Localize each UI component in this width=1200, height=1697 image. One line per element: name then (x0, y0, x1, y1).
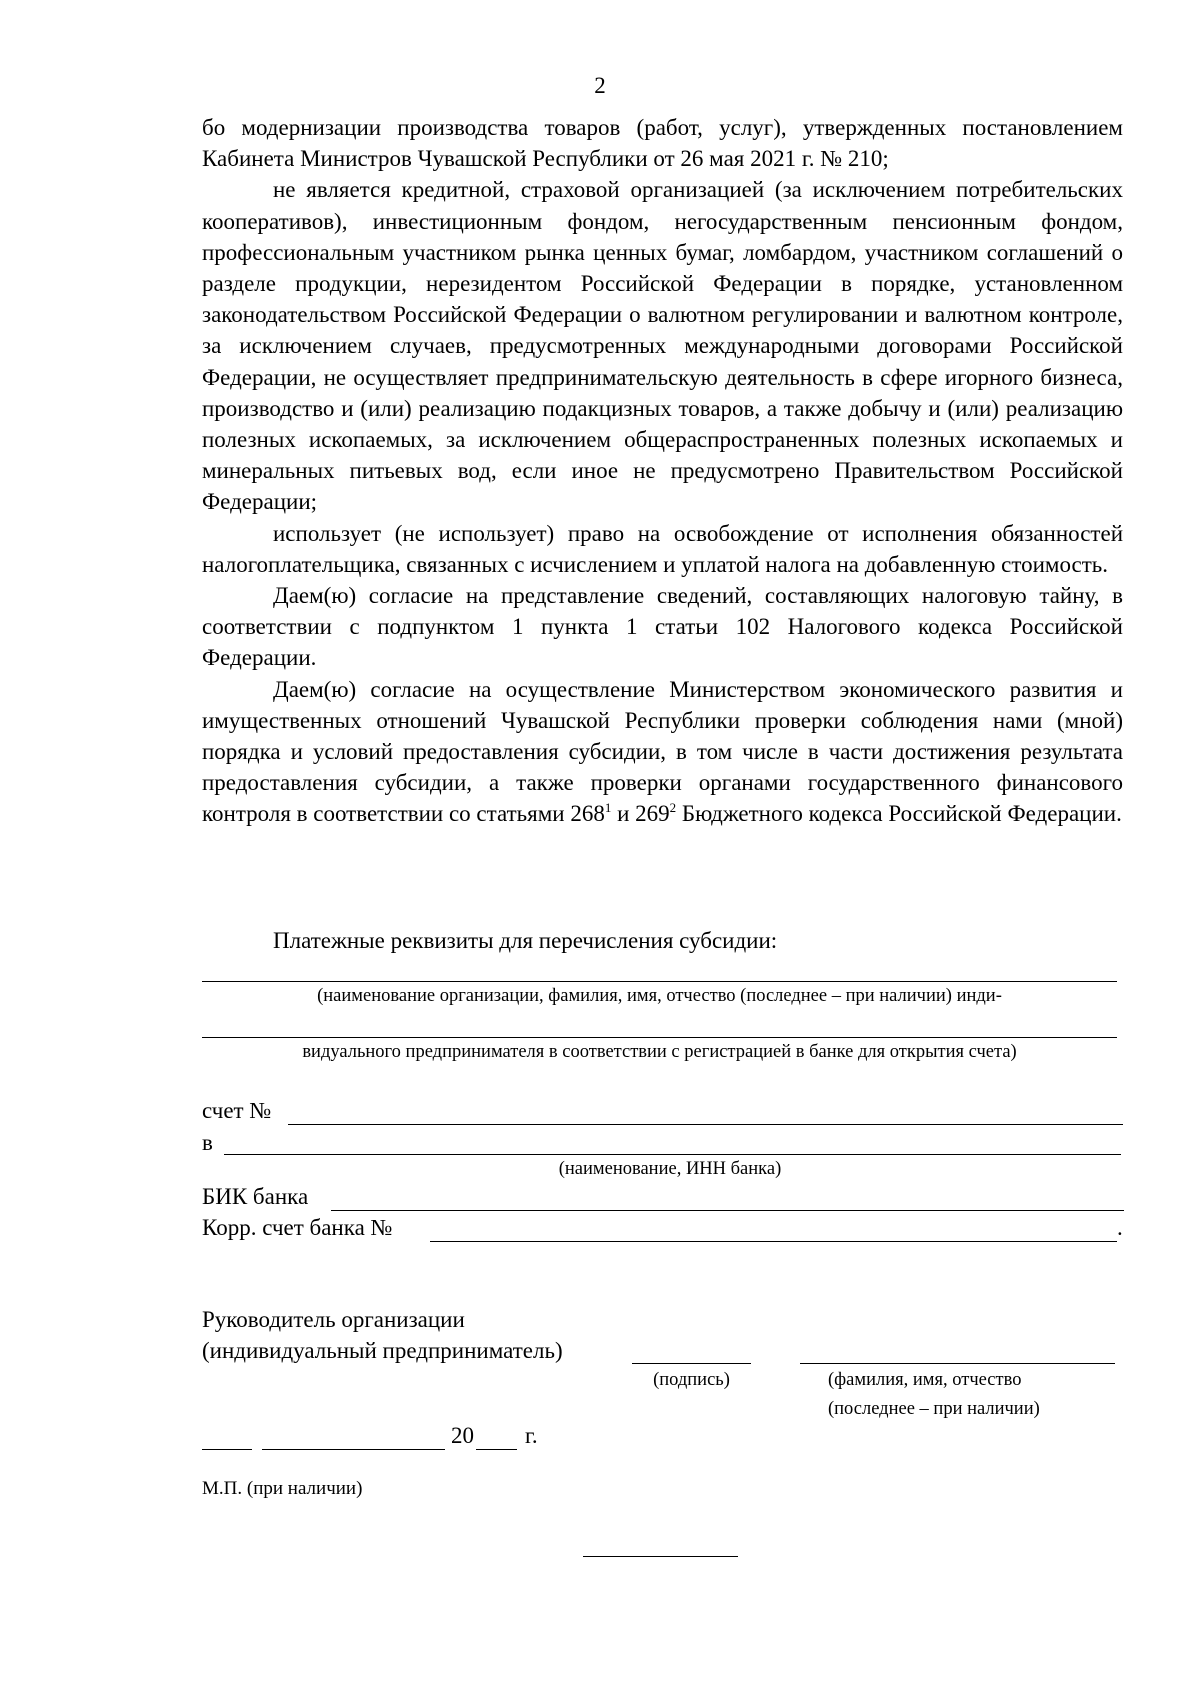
date-month-line (262, 1449, 445, 1450)
head-title-line-1: Руководитель организации (202, 1307, 465, 1332)
org-name-line-2 (202, 1037, 1117, 1038)
paragraph-vat-exemption: использует (не использует) право на освобождение от исполнения обязанностей налогоплательщика, связанных с исчислением и уплатой налога на добавленную стоимость. (202, 520, 1123, 577)
full-name-caption-2: (последнее – при наличии) (828, 1399, 1040, 1419)
footnote-sup-2: 2 (669, 800, 677, 816)
org-name-line-1 (202, 981, 1117, 982)
end-separator-line (583, 1556, 738, 1557)
payment-heading: Платежные реквизиты для перечисления субсидии: (273, 928, 778, 953)
corr-account-label: Корр. счет банка № (202, 1215, 393, 1240)
stamp-note: М.П. (при наличии) (202, 1478, 363, 1499)
consent-text-before: Даем(ю) согласие на осуществление Министерством экономического развития и имущественных отношений Чувашской Республики проверки соблюдения нами (мной) порядка и условий предоставления субсидии, в том числе в части достижения результата предоставления субсидии, а также проверки органами государственного финансового контроля в соответствии со статьями 268 (202, 676, 1123, 827)
document-body (202, 112, 1123, 830)
bik-field-line (331, 1210, 1124, 1211)
account-label: счет № (202, 1098, 272, 1123)
page-number: 2 (594, 73, 606, 98)
date-year-prefix: 20 (451, 1423, 474, 1448)
footnote-sup-1: 1 (604, 800, 612, 816)
corr-account-end-dot: . (1117, 1215, 1123, 1240)
org-name-caption-1: (наименование организации, фамилия, имя, отчество (последнее – при наличии) инди- (317, 986, 1002, 1006)
date-year-line (476, 1449, 517, 1450)
paragraph-tax-secret-consent: Даем(ю) согласие на представление сведений, составляющих налоговую тайну, в соответствии с подпунктом 1 пункта 1 статьи 102 Налогового кодекса Российской Федерации. (202, 583, 1123, 671)
bik-label: БИК банка (202, 1184, 309, 1209)
date-day-line (202, 1449, 252, 1450)
head-title-line-2: (индивидуальный предприниматель) (202, 1338, 563, 1363)
org-name-caption-2: видуального предпринимателя в соответствии с регистрацией в банке для открытия счета) (302, 1042, 1017, 1062)
bank-in-label: в (202, 1130, 213, 1155)
paragraph-inspection-consent (202, 674, 1123, 830)
consent-text-middle: и 269 (611, 801, 670, 827)
paragraph-continuation: бо модернизации производства товаров (работ, услуг), утвержденных постановлением Кабинета Министров Чувашской Республики от 26 мая 2021 г. № 210; (202, 115, 1123, 172)
consent-text-after: Бюджетного кодекса Российской Федерации. (676, 801, 1122, 827)
date-year-suffix: г. (525, 1423, 538, 1448)
signature-field-line (632, 1363, 751, 1364)
bank-name-caption: (наименование, ИНН банка) (558, 1159, 782, 1179)
signature-caption: (подпись) (653, 1370, 730, 1390)
full-name-field-line (800, 1363, 1115, 1364)
corr-account-field-line (430, 1241, 1117, 1242)
paragraph-not-credit-org: не является кредитной, страховой организацией (за исключением потребительских кооперативов), инвестиционным фондом, негосударственным пенсионным фондом, профессиональным участником рынка ценных бумаг, ломбардом, участником соглашений о разделе продукции, нерезидентом Российской Федерации в порядке, установленном законодательством Российской Федерации о валютном регулировании и валютном контроле, за исключением случаев, предусмотренных международными договорами Российской Федерации, не осуществляет предпринимательскую деятельность в сфере игорного бизнеса, производство и (или) реализацию подакцизных товаров, а также добычу и (или) реализацию полезных ископаемых, за исключением общераспространенных полезных ископаемых и минеральных питьевых вод, если иное не предусмотрено Правительством Российской Федерации; (202, 177, 1123, 515)
full-name-caption-1: (фамилия, имя, отчество (828, 1370, 1022, 1390)
bank-name-field-line (224, 1154, 1121, 1155)
account-field-line (288, 1124, 1123, 1125)
